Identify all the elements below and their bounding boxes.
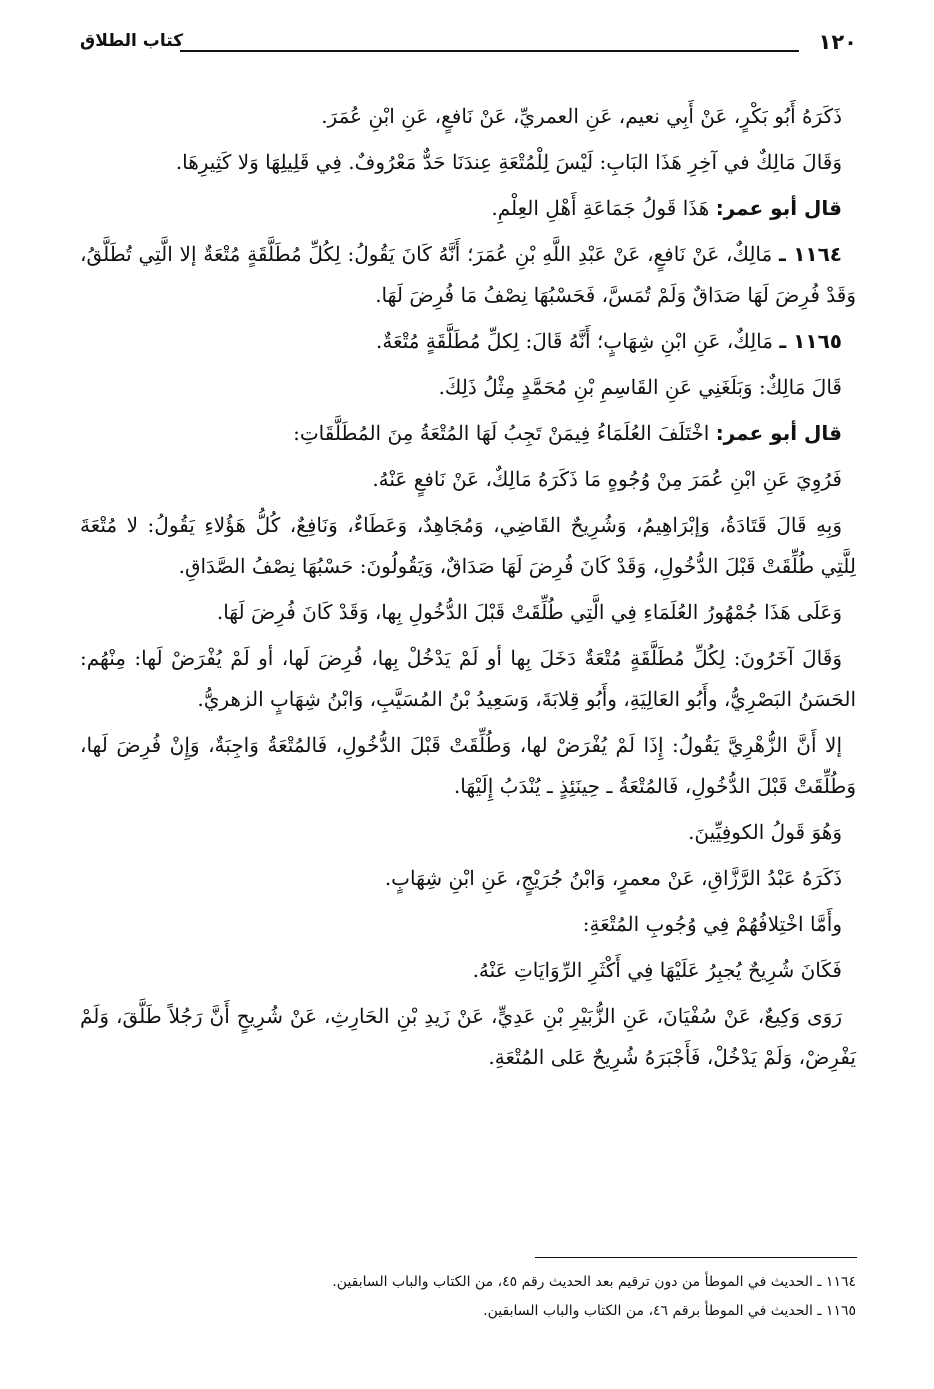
header-divider xyxy=(180,50,799,52)
paragraph xyxy=(80,367,856,408)
paragraph xyxy=(80,950,856,991)
paragraph xyxy=(80,188,856,229)
paragraph-text: هَذَا قَولُ جَمَاعَةِ أَهْلِ العِلْمِ. xyxy=(491,196,710,220)
paragraph-text: وَقَالَ آخَرُونَ: لِكُلِّ مُطَلَّقَةٍ مُتْعَةٌ دَخَلَ بِها أو لَمْ يَدْخُلْ بِها، فُرِضَ لَها، أو لَمْ يُفْرَضْ لَها: مِنْهُم: الحَسَنُ البَصْرِيُّ، وأَبُو العَالِيَةِ، وأَبُو قِلابَةَ، وَسَعِيدُ بْنُ المُسَيَّبِ، وَابْنُ شِهَابٍ الزهريُّ. xyxy=(80,646,856,711)
page-header xyxy=(80,26,857,66)
footnotes xyxy=(80,1268,856,1326)
paragraph xyxy=(80,142,856,183)
paragraph xyxy=(80,858,856,899)
paragraph xyxy=(80,996,856,1078)
hadith-paragraph xyxy=(80,321,856,362)
paragraph-text: وَعَلَى هَذَا جُمْهُورُ العُلَمَاءِ فِي الَّتِي طُلِّقَتْ قَبْلَ الدُّخُولِ بِها، وَقَدْ كَانَ فُرِضَ لَهَا. xyxy=(216,600,842,624)
paragraph xyxy=(80,459,856,500)
paragraph-lead: قال أبو عمر: xyxy=(715,196,842,220)
paragraph-text: رَوَى وَكِيعٌ، عَنْ سُفْيَانَ، عَنِ الزُّبَيْرِ بْنِ عَدِيٍّ، عَنْ زَيدِ بْنِ الحَارِثِ، عَنْ شُرِيحٍ أَنَّ رَجُلاً طَلَّقَ، وَلَمْ يَفْرِضْ، وَلَمْ يَدْخُلْ، فَأَجْبَرَهُ شُرِيحٌ عَلى المُتْعَةِ. xyxy=(80,1004,856,1069)
hadith-number: ١١٦٤ ـ xyxy=(779,242,843,266)
paragraph xyxy=(80,413,856,454)
paragraph-text: فَكَانَ شُرِيحٌ يُجبِرُ عَلَيْهَا فِي أَكْثَرِ الرِّوَايَاتِ عَنْهُ. xyxy=(472,958,842,982)
paragraph xyxy=(80,725,856,807)
hadith-number: ١١٦٥ ـ xyxy=(779,329,842,353)
footnote-item: ١١٦٥ ـ الحديث في الموطأ برقم ٤٦، من الكتاب والباب السابقين. xyxy=(483,1303,856,1319)
paragraph-text: وَبِهِ قَالَ قَتَادَةُ، وَإبْرَاهِيمُ، وَشُرِيحٌ القَاضِي، وَمُجَاهِدٌ، وَعَطَاءٌ، وَنَافِعٌ، كُلُّ هَؤُلاءِ يَقُولُ: لا مُتْعَةَ لِلَّتِي طُلِّقَتْ قَبْلَ الدُّخُولِ، وَقَدْ كَانَ فُرِضَ لَهَا صَدَاقٌ، وَيَقُولُونَ: حَسْبُهَا نِصْفُ الصَّدَاقِ. xyxy=(80,513,856,578)
paragraph-text: وَهُوَ قَولُ الكوفِيِّينَ. xyxy=(688,820,842,844)
paragraph-text: وَقَالَ مَالِكٌ في آخِرِ هَذَا البَابِ: لَيْسَ لِلْمُتْعَةِ عِندَنَا حَدٌّ مَعْرُوفٌ. فِي قَلِيلِهَا وَلا كَثِيرِهَا. xyxy=(175,150,842,174)
paragraph-text: وأَمَّا اخْتِلافُهُمْ فِي وُجُوبِ المُتْعَةِ: xyxy=(582,912,842,936)
paragraph-text: إلا أَنَّ الزُّهْرِيَّ يَقُولُ: إِذَا لَمْ يُفْرَضْ لها، وَطُلِّقَتْ قَبْلَ الدُّخُولِ، فَالمُتْعَةُ وَاجِبَةٌ، وَإِنْ فُرِضَ لَها، وَطُلِّقَتْ قَبْلَ الدُّخُولِ، فَالمُتْعَةُ ـ حِينَئِذٍ ـ يُنْدَبُ إِلَيْهَا. xyxy=(80,733,856,798)
paragraph xyxy=(80,904,856,945)
paragraph-text: ذَكَرَهُ عَبْدُ الرَّزَّاقِ، عَنْ معمرٍ، وَابْنُ جُرَيْجٍ، عَنِ ابْنِ شِهَابٍ. xyxy=(384,866,842,890)
hadith-paragraph xyxy=(80,234,856,316)
paragraph-text: ذَكَرَهُ أَبُو بَكْرٍ، عَنْ أَبِي نعيم، عَنِ العمريِّ، عَنْ نَافعٍ، عَنِ ابْنِ عُمَرَ. xyxy=(321,104,842,128)
paragraph xyxy=(80,812,856,853)
footnote-item: ١١٦٤ ـ الحديث في الموطأ من دون ترقيم بعد الحديث رقم ٤٥، من الكتاب والباب السابقين. xyxy=(332,1274,856,1290)
paragraph-text: مَالِكٌ، عَنْ نَافعٍ، عَنْ عَبْدِ اللَّهِ بْنِ عُمَرَ؛ أَنَّهُ كَانَ يَقُولُ: لِكُلِّ مُطَلَّقَةٍ مُتْعَةٌ إلا الَّتِي تُطَلَّقُ، وَقَدْ فُرِضَ لَهَا صَدَاقٌ وَلَمْ تُمَسَّ، فَحَسْبُهَا نِصْفُ مَا فُرِضَ لَهَا. xyxy=(80,242,856,307)
paragraph-text: فَرُوِيَ عَنِ ابْنِ عُمَرَ مِنْ وُجُوهٍ مَا ذَكَرَهُ مَالِكٌ، عَنْ نَافعٍ عَنْهُ. xyxy=(372,467,842,491)
paragraph-lead: قال أبو عمر: xyxy=(715,421,842,445)
page-number: ١٢٠ xyxy=(818,30,857,54)
main-text xyxy=(80,96,856,1083)
paragraph-text: اخْتَلَفَ العُلَمَاءُ فِيمَنْ تَجِبُ لَهَا المُتْعَةُ مِنَ المُطَلَّقَاتِ: xyxy=(293,421,710,445)
paragraph-text: قَالَ مَالِكٌ: وَبَلَغَنِي عَنِ القَاسِمِ بْنِ مُحَمَّدٍ مِثْلُ ذَلِكَ. xyxy=(438,375,842,399)
paragraph xyxy=(80,592,856,633)
paragraph-text: مَالِكٌ، عَنِ ابْنِ شِهَابٍ؛ أَنَّهُ قَالَ: لِكلِّ مُطَلَّقَةٍ مُتْعَةٌ. xyxy=(376,329,773,353)
running-title: كتاب الطلاق xyxy=(80,31,184,51)
paragraph xyxy=(80,505,856,587)
paragraph xyxy=(80,638,856,720)
paragraph xyxy=(80,96,856,137)
footnote-divider xyxy=(535,1257,857,1258)
